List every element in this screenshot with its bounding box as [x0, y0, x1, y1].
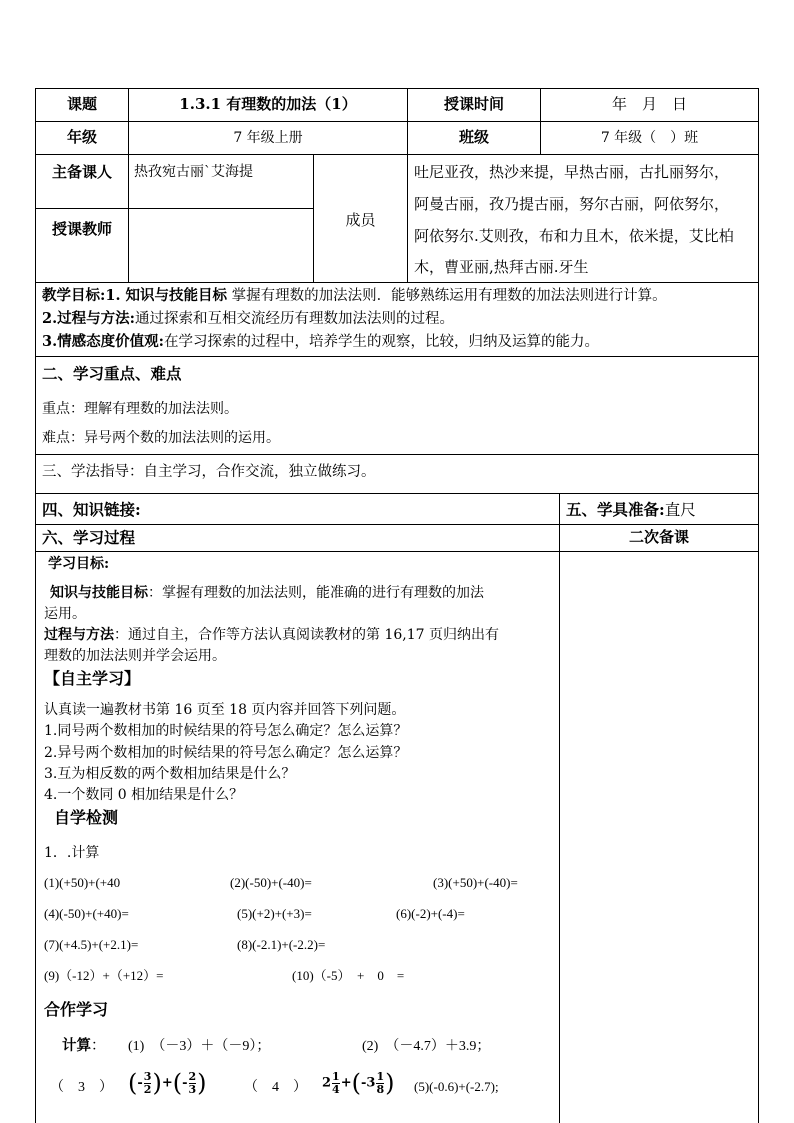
question-2: 2.异号两个数相加的时候结果的符号怎么确定？怎么运算？ — [44, 745, 408, 761]
col-divider — [128, 154, 129, 282]
grade-label: 年级 — [66, 128, 97, 146]
goal-2-title: 2.过程与方法: — [42, 310, 135, 327]
tools-value: 直尺 — [664, 501, 696, 519]
topic-value: 1.3.1 有理数的加法（1） — [179, 95, 357, 113]
process-heading: 六、学习过程 — [42, 528, 136, 547]
goal-2-text: 通过探索和互相交流经历有理数加法法则的过程。 — [135, 311, 454, 327]
objective-2-line-1 — [44, 627, 499, 643]
objective-2-title: 过程与方法 — [44, 627, 114, 643]
col-divider — [559, 493, 560, 1123]
row-divider — [35, 282, 759, 283]
fraction: $\frac{2}{3}$ — [188, 1070, 197, 1096]
coop-exercise-3-label: （ 3 ） — [50, 1080, 113, 1095]
exercise-7: (7)(+4.5)+(+2.1)= — [44, 937, 139, 952]
focus-difficulty: 难点：异号两个数的加法法则的运用。 — [42, 430, 280, 446]
coop-title: 合作学习 — [44, 1000, 109, 1019]
links-heading: 四、知识链接: — [42, 500, 141, 519]
plus-sign: + — [161, 1075, 173, 1091]
method-line: 三、学法指导：自主学习，合作交流，独立做练习。 — [42, 464, 376, 480]
topic-label: 课题 — [66, 95, 97, 113]
coop-exercise-1: (1) （－3）＋（－9）； — [128, 1039, 271, 1054]
fraction: $\frac{1}{4}$ — [332, 1070, 340, 1096]
table-border-left — [35, 88, 36, 1123]
objectives-title: 学习目标: — [48, 556, 110, 572]
exercise-4: (4)(-50)+(+40)= — [44, 906, 129, 921]
coop-exercise-4-label: （ 4 ） — [244, 1080, 307, 1095]
objective-2-line-2: 理数的加法法则并学会运用。 — [44, 648, 226, 664]
row-divider — [35, 454, 759, 455]
goal-3-text: 在学习探索的过程中，培养学生的观察，比较，归纳及运算的能力。 — [164, 334, 599, 350]
row-divider — [35, 356, 759, 357]
coop-exercise-2: (2) （－4.7）＋3.9； — [362, 1039, 491, 1054]
self-study-intro: 认真读一遍教材书第 16 页至 18 页内容并回答下列问题。 — [44, 702, 406, 718]
row-divider — [35, 551, 759, 552]
coop-exercise-3-expr: (- $\frac{3}{2}$ )+(- $\frac{2}{3}$ ) — [128, 1069, 207, 1098]
member-line: 阿曼古丽，孜乃提古丽，努尔古丽，阿依努尔， — [414, 195, 730, 213]
goal-line-3 — [42, 334, 599, 351]
grade-value: 7 年级上册 — [233, 130, 303, 146]
member-line: 木，曹亚丽,热拜古丽.牙生 — [414, 258, 589, 276]
member-line: 阿依努尔.艾则孜，布和力且木，依米提，艾比柏 — [414, 227, 734, 245]
exercise-1: (1)(+50)+(+40 — [44, 875, 121, 890]
exercise-8: (8)(-2.1)+(-2.2)= — [237, 937, 326, 952]
row-divider — [35, 524, 759, 525]
exercise-6: (6)(-2)+(-4)= — [396, 906, 465, 921]
class-label: 班级 — [458, 128, 489, 146]
row-divider — [35, 493, 759, 494]
tools-label: 五、学具准备: — [566, 500, 665, 519]
self-study-title: 【自主学习】 — [44, 669, 141, 688]
table-border-right — [758, 88, 759, 1123]
objective-1-line-2: 运用。 — [44, 606, 86, 622]
tools-line — [566, 501, 696, 520]
exercise-5: (5)(+2)+(+3)= — [237, 906, 312, 921]
question-4: 4.一个数同 0 相加结果是什么？ — [44, 787, 244, 803]
minus-sign: - — [182, 1075, 188, 1091]
teacher-label: 授课教师 — [51, 220, 112, 238]
row-divider — [35, 121, 759, 122]
minus-sign: - — [137, 1075, 143, 1091]
goal-line-2 — [42, 311, 454, 328]
class-value: 7 年级（ ）班 — [600, 130, 699, 146]
lead-value: 热孜宛古丽`艾海提 — [134, 164, 253, 180]
calc2-colon: ： — [91, 1038, 106, 1054]
second-prep-heading: 二次备课 — [628, 528, 689, 546]
self-check-title: 自学检测 — [54, 808, 119, 827]
exercise-10: (10)（-5） + 0 = — [292, 968, 405, 983]
fraction: $\frac{1}{8}$ — [376, 1070, 385, 1096]
focus-key: 重点：理解有理数的加法法则。 — [42, 401, 238, 417]
row-divider — [35, 208, 313, 209]
fraction: $\frac{3}{2}$ — [143, 1070, 152, 1096]
lead-label: 主备课人 — [51, 163, 112, 181]
time-label: 授课时间 — [443, 95, 504, 113]
exercise-9: (9)（-12）+（+12）= — [44, 968, 164, 983]
calc2-line — [62, 1038, 106, 1055]
row-divider — [35, 154, 759, 155]
mixed-whole: -3 — [360, 1075, 376, 1091]
objective-2-text: ：通过自主，合作等方法认真阅读教材的第 16,17 页归纳出有 — [114, 627, 499, 643]
focus-heading: 二、学习重点、难点 — [42, 364, 182, 383]
coop-exercise-5: (5)(-0.6)+(-2.7); — [414, 1079, 499, 1094]
objective-1-title: 知识与技能目标 — [50, 585, 148, 601]
objective-1-line-1 — [50, 585, 484, 601]
goal-1-text: 掌握有理数的加法法则．能够熟练运用有理数的加法法则进行计算。 — [227, 288, 667, 304]
question-3: 3.互为相反数的两个数相加结果是什么？ — [44, 766, 296, 782]
plus-sign: + — [340, 1075, 352, 1091]
table-border-top — [35, 88, 759, 89]
calc-label: 1．.计算 — [44, 845, 100, 861]
objective-1-text: ：掌握有理数的加法法则，能准确的进行有理数的加法 — [148, 585, 484, 601]
question-1: 1.同号两个数相加的时候结果的符号怎么确定？怎么运算？ — [44, 723, 408, 739]
calc2-label: 计算 — [62, 1037, 91, 1054]
exercise-2: (2)(-50)+(-40)= — [230, 875, 312, 890]
exercise-3: (3)(+50)+(-40)= — [433, 875, 518, 890]
col-divider — [407, 154, 408, 282]
members-label: 成员 — [345, 211, 376, 229]
goal-3-title: 3.情感态度价值观: — [42, 333, 164, 350]
mixed-whole: 2 — [322, 1075, 332, 1091]
goal-1-title: 教学目标:1. 知识与技能目标 — [42, 287, 228, 304]
goal-line-1 — [42, 288, 667, 305]
coop-exercise-4-expr: 2 $\frac{1}{4}$ +(-3 $\frac{1}{8}$ ) — [322, 1069, 395, 1098]
time-value: 年 月 日 — [611, 95, 687, 113]
member-line: 吐尼亚孜，热沙来提，早热古丽，古扎丽努尔， — [414, 163, 730, 181]
